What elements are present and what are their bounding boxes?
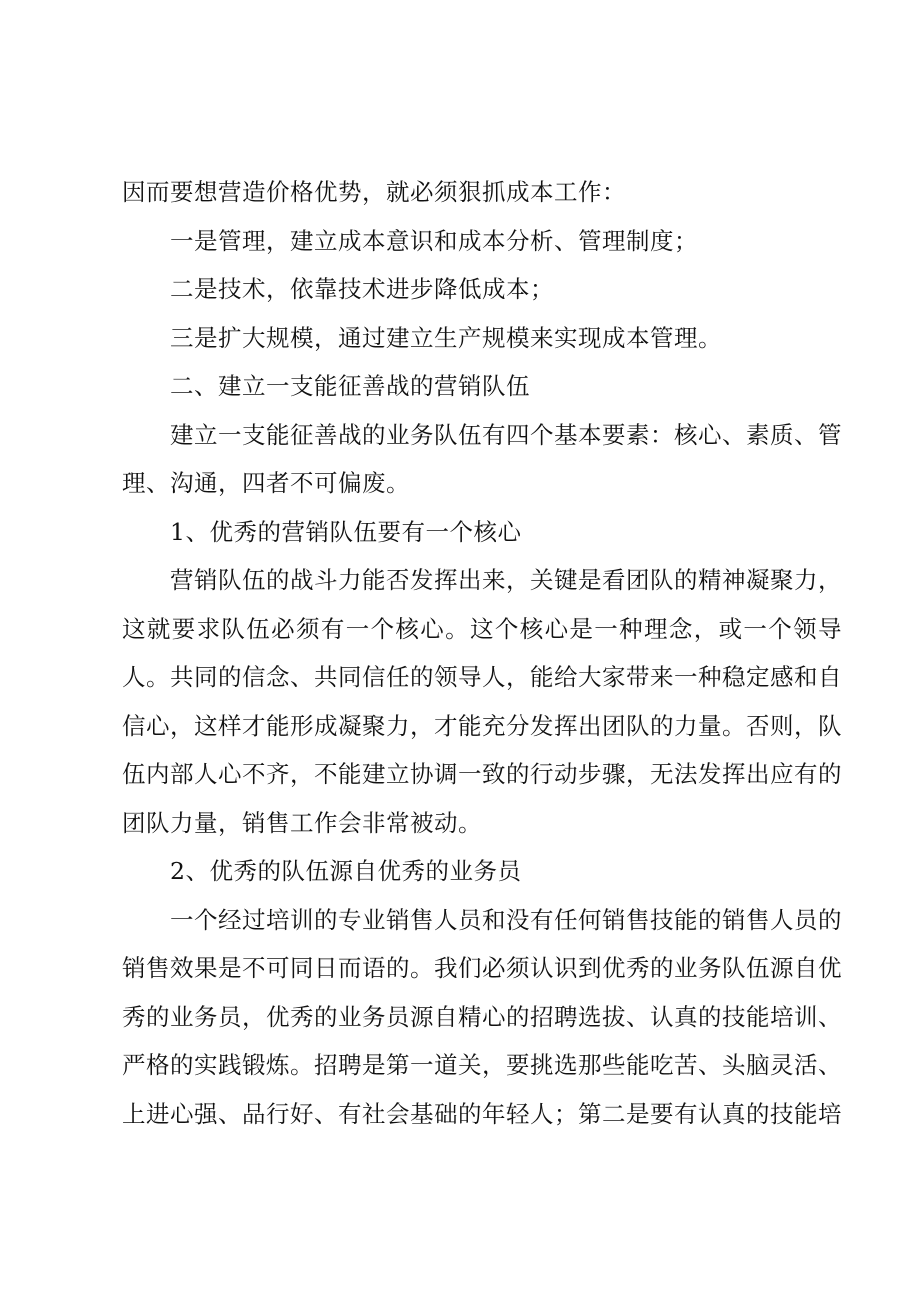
paragraph-core: 营销队伍的战斗力能否发挥出来，关键是看团队的精神凝聚力，这就要求队伍必须有一个核心。这个核心是一种理念，或一个领导人。共同的信念、共同信任的领导人，能给大家带来一种稳定感和自信心，这样才能形成凝聚力，才能充分发挥出团队的力量。否则，队伍内部人心不齐，不能建立协调一致的行动步骤，无法发挥出应有的团队力量，销售工作会非常被动。 <box>122 566 842 837</box>
paragraph-salesmen: 一个经过培训的专业销售人员和没有任何销售技能的销售人员的销售效果是不可同日而语的。我们必须认识到优秀的业务队伍源自优秀的业务员，优秀的业务员源自精心的招聘选拔、认真的技能培训、严格的实践锻炼。招聘是第一道关，要挑选那些能吃苦、头脑灵活、上进心强、品行好、有社会基础的年轻人；第二是要有认真的技能培 <box>122 905 842 1128</box>
paragraph-scale: 三是扩大规模，通过建立生产规模来实现成本管理。 <box>170 323 722 352</box>
subheading-salesmen: 2、优秀的队伍源自优秀的业务员 <box>170 857 522 885</box>
paragraph-cost-intro: 因而要想营造价格优势，就必须狠抓成本工作： <box>122 178 626 206</box>
document-body <box>122 168 842 1138</box>
subheading-core: 1、优秀的营销队伍要有一个核心 <box>170 517 522 546</box>
paragraph-four-elements: 建立一支能征善战的业务队伍有四个基本要素：核心、素质、管理、沟通，四者不可偏废。 <box>122 420 842 497</box>
paragraph-technology: 二是技术，依靠技术进步降低成本； <box>170 275 554 303</box>
section-heading-sales-team: 二、建立一支能征善战的营销队伍 <box>170 372 530 400</box>
paragraph-management: 一是管理，建立成本意识和成本分析、管理制度； <box>170 226 698 255</box>
